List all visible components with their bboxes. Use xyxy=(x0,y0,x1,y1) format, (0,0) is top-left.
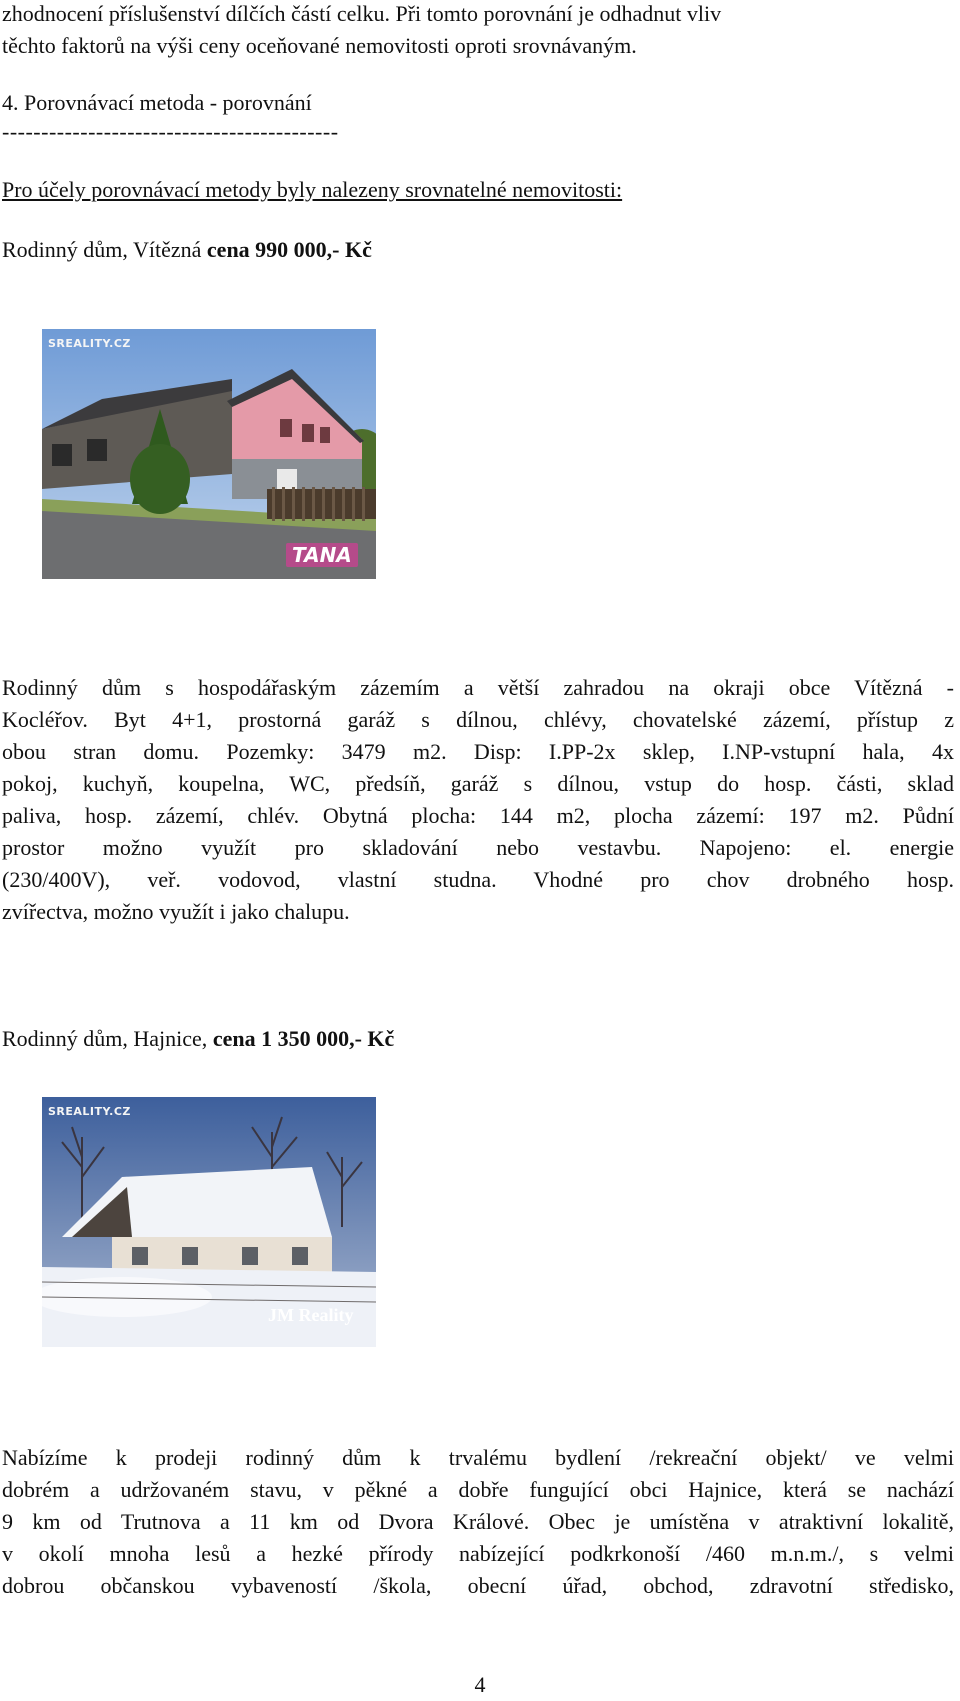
section-title: 4. Porovnávací metoda - porovnání xyxy=(2,90,312,115)
property1-desc-line: zvířectva, možno využít i jako chalupu. xyxy=(2,899,350,924)
property1-description xyxy=(2,672,954,928)
property1-photo-graphic xyxy=(42,329,376,579)
property1-desc-line: Rodinný dům s hospodářaským zázemím a větší zahradou na okraji obce Vítězná - xyxy=(2,675,954,700)
property2-description xyxy=(2,1442,954,1602)
property2-desc-line: v okolí mnoha lesů a hezké přírody nabízející podkrkonoší /460 m.n.m./, s velmi xyxy=(2,1541,954,1566)
property1-desc-line: prostor možno využít pro skladování nebo vestavbu. Napojeno: el. energie xyxy=(2,835,954,860)
property2-watermark-logo: JM Reality xyxy=(268,1305,354,1325)
intro-line-1: zhodnocení příslušenství dílčích částí celku. Při tomto porovnání je odhadnut vliv xyxy=(2,1,722,26)
property2-price: cena 1 350 000,- Kč xyxy=(212,1026,395,1051)
section-subtitle: Pro účely porovnávací metody byly nalezeny srovnatelné nemovitosti: xyxy=(2,177,623,202)
property2-desc-line: dobrém a udržovaném stavu, v pěkné a dobře fungující obci Hajnice, která se nachází xyxy=(2,1477,954,1502)
property2-heading-prefix: Rodinný dům, Hajnice, xyxy=(2,1026,213,1051)
property1-photo xyxy=(42,329,376,579)
property1-watermark-logo: TANA xyxy=(286,543,358,567)
property1-watermark-top: SREALITY.CZ xyxy=(48,337,131,350)
property2-heading xyxy=(2,1025,394,1053)
property1-heading-prefix: Rodinný dům, Vítězná xyxy=(2,237,207,262)
property1-heading xyxy=(2,236,372,264)
property2-desc-line: Nabízíme k prodeji rodinný dům k trvalému bydlení /rekreační objekt/ ve velmi xyxy=(2,1445,954,1470)
property2-desc-line: dobrou občanskou vybaveností /škola, obecní úřad, obchod, zdravotní středisko, xyxy=(2,1573,954,1598)
section-rule: ------------------------------------------- xyxy=(2,119,339,144)
property1-desc-line: (230/400V), veř. vodovod, vlastní studna. Vhodné pro chov drobného hosp. xyxy=(2,867,954,892)
property1-desc-line: pokoj, kuchyň, koupelna, WC, předsíň, garáž s dílnou, vstup do hosp. části, sklad xyxy=(2,771,954,796)
property1-desc-line: paliva, hosp. zázemí, chlév. Obytná plocha: 144 m2, plocha zázemí: 197 m2. Půdní xyxy=(2,803,954,828)
intro-line-2: těchto faktorů na výši ceny oceňované nemovitosti oproti srovnávaným. xyxy=(2,33,637,58)
property2-desc-line: 9 km od Trutnova a 11 km od Dvora Králové. Obec je umístěna v atraktivní lokalitě, xyxy=(2,1509,954,1534)
property2-watermark-top: SREALITY.CZ xyxy=(48,1105,131,1118)
property1-desc-line: Kocléřov. Byt 4+1, prostorná garáž s dílnou, chlévy, chovatelské zázemí, přístup z xyxy=(2,707,954,732)
page-number: 4 xyxy=(474,1672,486,1697)
property1-desc-line: obou stran domu. Pozemky: 3479 m2. Disp: I.PP-2x sklep, I.NP-vstupní hala, 4x xyxy=(2,739,954,764)
property1-price: cena 990 000,- Kč xyxy=(206,237,372,262)
property2-photo xyxy=(42,1097,376,1347)
